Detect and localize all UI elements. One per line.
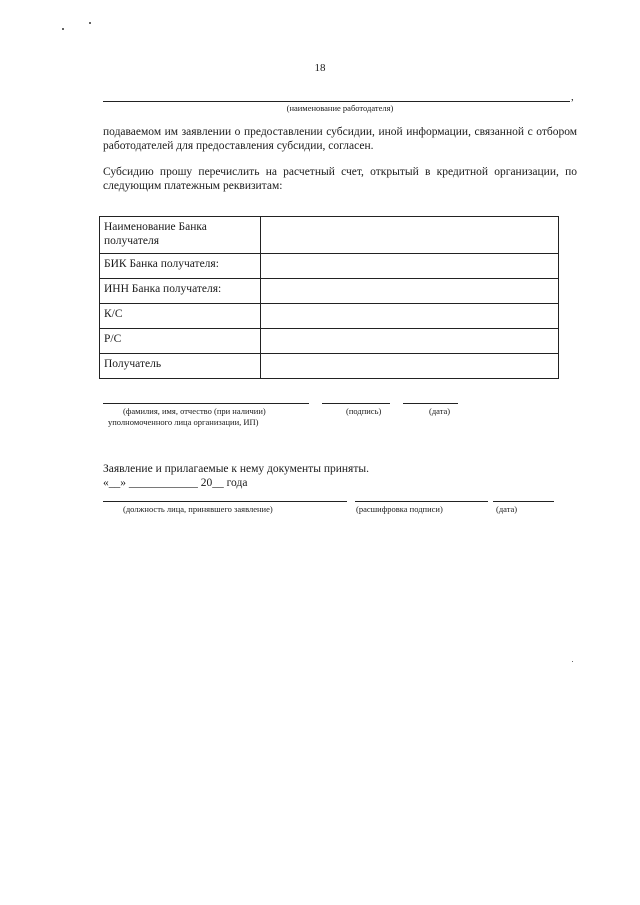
- recipient-label: Получатель: [100, 354, 261, 379]
- acceptance-title: Заявление и прилагаемые к нему документы приняты.: [103, 463, 369, 475]
- correspondent-account-field[interactable]: [261, 304, 559, 329]
- acceptance-date-caption: (дата): [496, 504, 518, 514]
- bik-field[interactable]: [261, 254, 559, 279]
- inn-field[interactable]: [261, 279, 559, 304]
- signature-line: [322, 403, 390, 404]
- employer-name-caption: (наименование работодателя): [286, 103, 394, 113]
- signature-decoding-caption: (расшифровка подписи): [356, 504, 443, 514]
- acceptance-date-underline: [493, 501, 554, 502]
- table-row: [100, 279, 559, 304]
- signature-decoding-line: [355, 501, 488, 502]
- recipient-field[interactable]: [261, 354, 559, 379]
- table-row: [100, 304, 559, 329]
- settlement-account-label: Р/С: [100, 329, 261, 354]
- scan-speck: [89, 22, 91, 24]
- inn-label: ИНН Банка получателя:: [100, 279, 261, 304]
- acceptance-date-line: «__» ____________ 20__ года: [103, 477, 248, 489]
- position-caption: (должность лица, принявшего заявление): [123, 504, 273, 514]
- table-row: [100, 217, 559, 254]
- position-line: [103, 501, 347, 502]
- correspondent-account-label: К/С: [100, 304, 261, 329]
- consent-paragraph: подаваемом им заявлении о предоставлении субсидии, иной информации, связанной с отбором работодателей для предоставления субсидии, согласен.: [103, 126, 577, 152]
- employer-trailing-comma: ,: [571, 91, 574, 103]
- bank-details-table: [99, 216, 559, 379]
- bank-name-label: Наименование Банка получателя: [100, 217, 261, 254]
- table-row: [100, 254, 559, 279]
- signature-caption: (подпись): [346, 406, 382, 416]
- signature-date-line: [403, 403, 458, 404]
- authorized-name-line: [103, 403, 309, 404]
- bank-name-field[interactable]: [261, 217, 559, 254]
- settlement-account-field[interactable]: [261, 329, 559, 354]
- bik-label: БИК Банка получателя:: [100, 254, 261, 279]
- page-number: 18: [314, 62, 326, 74]
- scan-speck: [572, 661, 573, 662]
- signature-date-caption: (дата): [429, 406, 451, 416]
- authorized-name-caption: (фамилия, имя, отчество (при наличии): [123, 406, 266, 416]
- scan-speck: [62, 28, 64, 30]
- table-row: [100, 354, 559, 379]
- authorized-name-caption-2: уполномоченного лица организации, ИП): [108, 417, 259, 427]
- transfer-paragraph: Субсидию прошу перечислить на расчетный счет, открытый в кредитной организации, по следующим платежным реквизитам:: [103, 166, 577, 192]
- employer-name-line: [103, 101, 570, 102]
- table-row: [100, 329, 559, 354]
